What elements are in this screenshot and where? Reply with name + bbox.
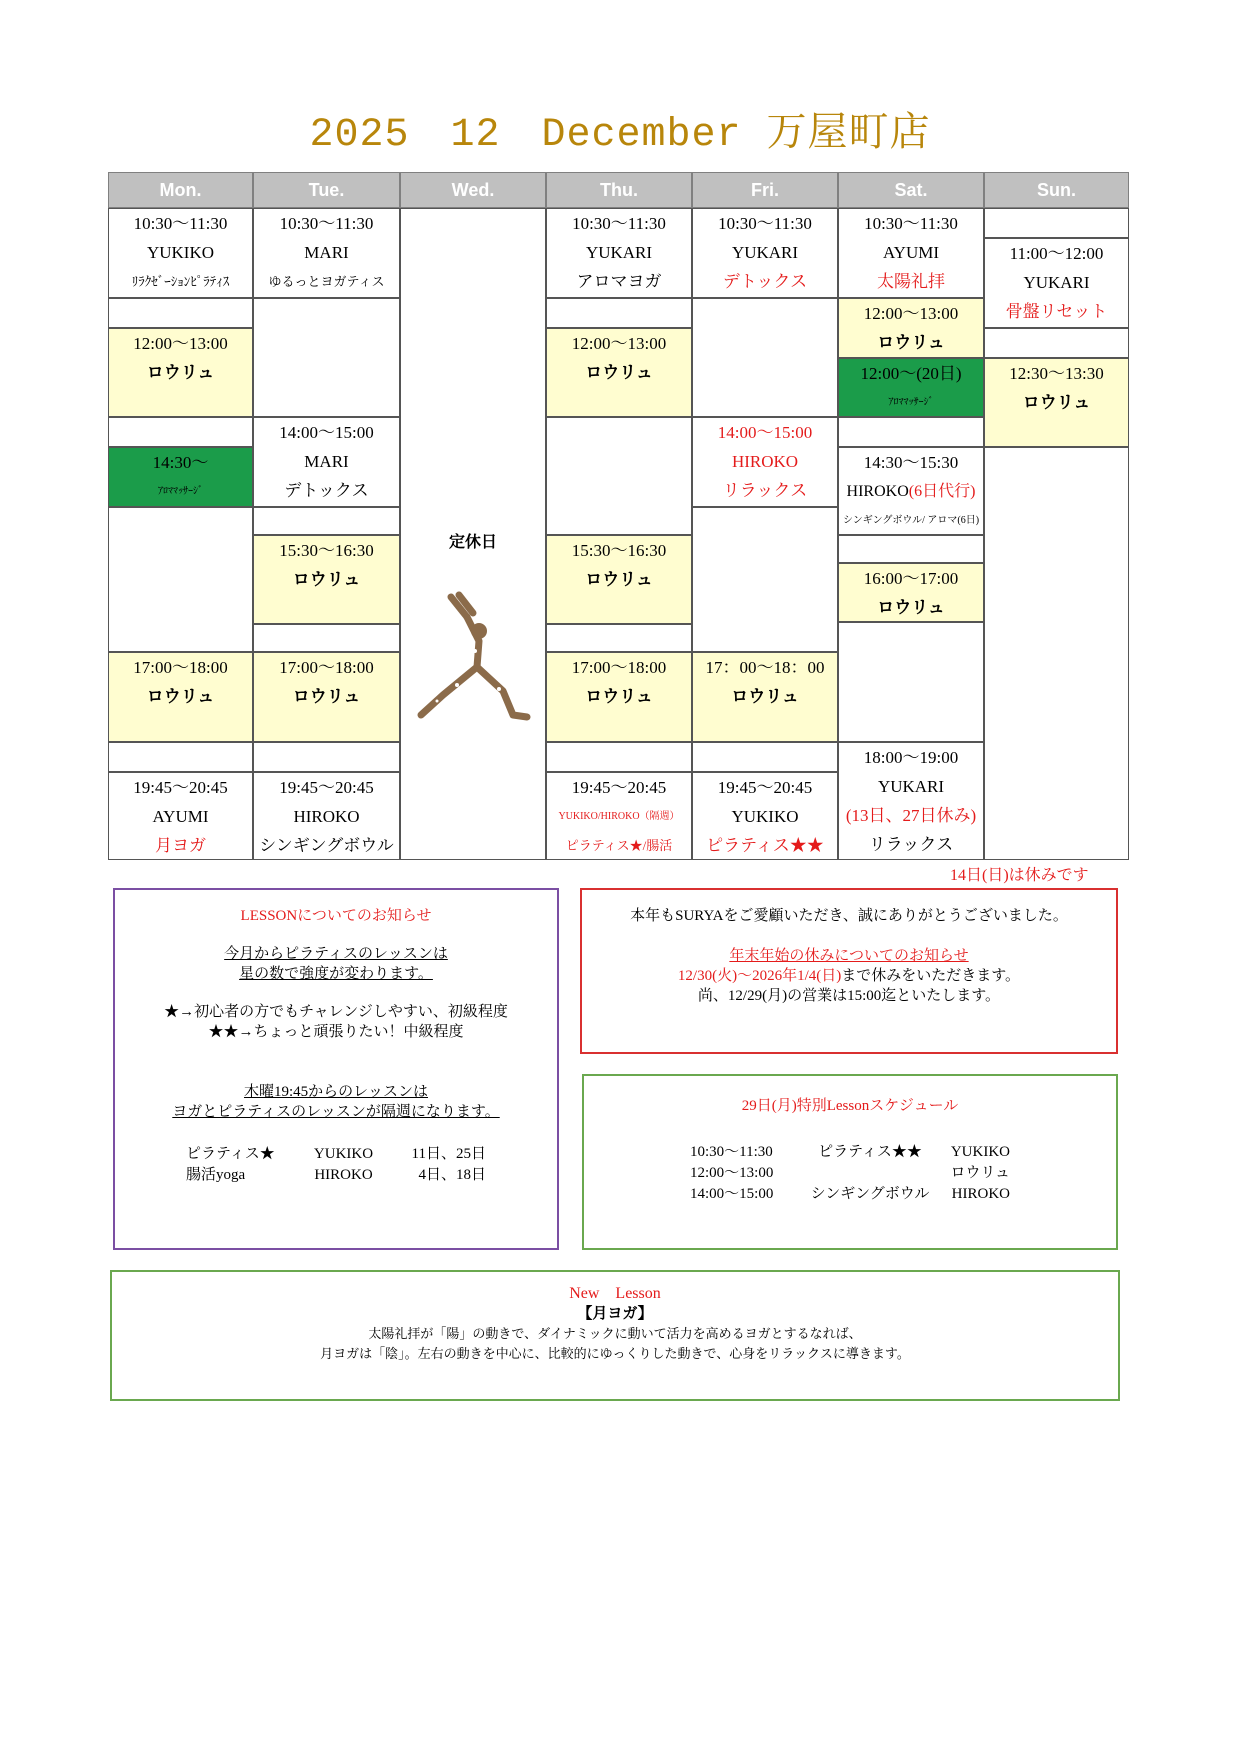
slot-lesson: リラックス (722, 481, 808, 500)
slot-time: 17:00～18:00 (133, 658, 228, 677)
empty-slot (253, 298, 400, 417)
slot-instructor: YUKIKO (146, 243, 215, 262)
fri-slot-1 (692, 208, 838, 298)
lesson-notice-line: 星の数で強度が変わります。 (239, 966, 433, 982)
slot-lesson: デトックス (722, 272, 808, 291)
rotation-dates: 11日、25日 (411, 1146, 486, 1162)
slot-lesson: ロウリュ (292, 570, 361, 589)
slot-lesson: 太陽礼拝 (877, 272, 945, 291)
sat-slot-2 (838, 298, 984, 358)
slot-time: 12:00～13:00 (863, 304, 959, 323)
special-schedule-row (584, 1163, 1116, 1184)
holiday-dates: 12/30(火)～2026年1/4(日) (677, 968, 842, 984)
slot-note: (13日、27日休み) (845, 806, 977, 825)
slot-lesson: リラックス (868, 835, 954, 854)
star-level-1: ★→初心者の方でもチャレンジしやすい、初級程度 (164, 1004, 508, 1020)
slot-lesson: シンギングボウル (259, 836, 394, 855)
slot-instructor: AYUMI (882, 243, 940, 262)
header-mon: Mon. (108, 172, 253, 208)
slot-lesson: 月ヨガ (155, 836, 206, 855)
slot-time: 16:00～17:00 (863, 569, 959, 588)
new-lesson-description: 月ヨガは「陰」。左右の動きを中心に、比較的にゆっくりした動きで、心身をリラックスに導きます。 (320, 1346, 910, 1361)
slot-lesson: ロウリュ (877, 333, 945, 352)
weekly-schedule-table (108, 172, 1129, 860)
sat-slot-3 (838, 358, 984, 417)
slot-time: 12:00～(20日) (860, 364, 962, 383)
empty-slot (546, 624, 692, 652)
slot-lesson: ロウリュ (731, 687, 799, 706)
thu-slot-5 (546, 772, 692, 860)
special-time: 10:30～11:30 (690, 1144, 773, 1160)
lesson-notice-heading: LESSONについてのお知らせ (240, 908, 432, 924)
slot-lesson: ﾘﾗｸｾﾞｰｼｮﾝﾋﾟﾗﾃｨｽ (131, 274, 230, 289)
special-schedule-row (584, 1184, 1116, 1205)
slot-time: 10:30～11:30 (718, 214, 812, 233)
slot-lesson: ロウリュ (146, 687, 215, 706)
slot-time: 15:30～16:30 (571, 541, 667, 560)
holiday-notice-heading: 年末年始の休みについてのお知らせ (729, 948, 969, 964)
tue-slot-4 (253, 652, 400, 742)
instructor-name: HIROKO (846, 483, 909, 500)
mon-slot-5 (108, 772, 253, 860)
slot-instructor: HIROKO (731, 452, 799, 471)
empty-slot (692, 507, 838, 652)
sun-slot-2 (984, 358, 1129, 447)
special-instructor: YUKIKO (950, 1144, 1010, 1160)
header-fri: Fri. (692, 172, 838, 208)
mon-slot-3 (108, 447, 253, 507)
empty-slot (546, 298, 692, 328)
empty-slot (253, 624, 400, 652)
tue-slot-2 (253, 417, 400, 507)
slot-instructor: YUKARI (877, 777, 945, 796)
tue-slot-3 (253, 535, 400, 624)
special-time: 14:00～15:00 (690, 1186, 774, 1202)
empty-slot (108, 742, 253, 772)
slot-time: 17:00～18:00 (571, 658, 667, 677)
empty-slot (838, 417, 984, 447)
special-lesson: ピラティス★★ (818, 1144, 922, 1160)
empty-slot (253, 507, 400, 535)
new-lesson-description: 太陽礼拝が「陽」の動きで、ダイナミックに動いて活力を高めるヨガとするなれば、 (368, 1326, 862, 1341)
empty-slot (692, 298, 838, 417)
slot-time: 10:30～11:30 (572, 214, 666, 233)
slot-instructor: HIROKO (293, 807, 360, 826)
slot-lesson: ロウリュ (585, 687, 653, 706)
special-schedule-box (582, 1074, 1118, 1250)
slot-instructor: YUKIKO/HIROKO（隔週） (558, 811, 680, 822)
new-lesson-heading: New Lesson (569, 1285, 661, 1302)
sat-slot-6 (838, 742, 984, 860)
thanks-message: 本年もSURYAをご愛顧いただき、誠にありがとうございました。 (630, 908, 1068, 924)
fri-slot-4 (692, 772, 838, 860)
tue-slot-5 (253, 772, 400, 860)
slot-instructor: YUKARI (731, 243, 799, 262)
slot-time: 19:45～20:45 (571, 778, 667, 797)
slot-lesson: ピラティス★/腸活 (565, 838, 673, 853)
slot-lesson: シンギングボウル/ アロマ(6日) (842, 515, 980, 526)
empty-slot (546, 417, 692, 535)
header-thu: Thu. (546, 172, 692, 208)
sat-slot-1 (838, 208, 984, 298)
rotation-dates: 4日、18日 (418, 1167, 486, 1183)
special-lesson: シンギングボウル (810, 1186, 930, 1202)
slot-time: 14:30～15:30 (863, 453, 959, 472)
slot-lesson: ｱﾛﾏﾏｯｻｰｼﾞ (158, 486, 203, 497)
slot-time: 12:00～13:00 (133, 334, 228, 353)
empty-slot (838, 622, 984, 742)
slot-lesson: 骨盤リセット (1005, 302, 1108, 321)
slot-time: 10:30～11:30 (864, 214, 958, 233)
rotation-lesson: 腸活yoga (186, 1167, 246, 1183)
slot-time: 10:30～11:30 (133, 214, 228, 233)
holiday-note: 尚、12/29(月)の営業は15:00迄といたします。 (697, 988, 1001, 1004)
rotation-instructor: YUKIKO (313, 1146, 374, 1162)
header-sat: Sat. (838, 172, 984, 208)
fri-slot-2 (692, 417, 838, 507)
slot-time: 19:45～20:45 (133, 778, 228, 797)
slot-lesson: ロウリュ (877, 598, 945, 617)
thu-slot-4 (546, 652, 692, 742)
closed-day-note: 14日(日)は休みです (950, 867, 1089, 884)
slot-instructor (839, 477, 983, 506)
slot-time: 19:45～20:45 (279, 778, 374, 797)
tue-slot-1 (253, 208, 400, 298)
slot-time: 18:00～19:00 (863, 748, 959, 767)
mon-slot-1 (108, 208, 253, 298)
slot-lesson: ロウリュ (585, 570, 653, 589)
slot-lesson: ロウリュ (292, 687, 361, 706)
slot-time: 17：00～18：00 (705, 658, 825, 677)
slot-instructor: MARI (304, 243, 349, 262)
empty-slot (108, 417, 253, 447)
slot-time: 10:30～11:30 (279, 214, 374, 233)
special-schedule-heading: 29日(月)特別Lessonスケジュール (741, 1098, 959, 1114)
new-lesson-name: 【月ヨガ】 (577, 1306, 653, 1322)
thu-slot-2 (546, 328, 692, 417)
slot-lesson: デトックス (284, 481, 369, 500)
header-tue: Tue. (253, 172, 400, 208)
holiday-dates-rest: まで休みをいただきます。 (841, 968, 1021, 984)
slot-instructor: YUKARI (1023, 273, 1090, 292)
slot-instructor: YUKARI (585, 243, 653, 262)
slot-time: 17:00～18:00 (279, 658, 374, 677)
empty-slot (838, 535, 984, 563)
lesson-notice-box (113, 888, 559, 1250)
page-title: 2025 12 December 万屋町店 (309, 113, 931, 158)
slot-time: 14:00～15:00 (279, 423, 374, 442)
thursday-rotation-row (115, 1144, 557, 1165)
slot-lesson: ロウリュ (585, 363, 653, 382)
lesson-notice-line: 今月からピラティスのレッスンは (224, 946, 448, 962)
slot-time: 15:30～16:30 (279, 541, 374, 560)
closed-day-label: 定休日 (448, 534, 497, 551)
rotation-instructor: HIROKO (314, 1167, 373, 1183)
holiday-notice-box (580, 888, 1118, 1054)
special-lesson (800, 1163, 940, 1184)
slot-lesson: ロウリュ (1022, 393, 1091, 412)
sun-slot-1 (984, 238, 1129, 328)
empty-slot (108, 507, 253, 652)
empty-slot (984, 208, 1129, 238)
slot-lesson: ゆるっとヨガティス (268, 274, 385, 289)
empty-slot (546, 742, 692, 772)
substitute-note: (6日代行) (908, 483, 976, 500)
slot-time: 12:00～13:00 (571, 334, 667, 353)
slot-lesson: アロマヨガ (576, 272, 662, 291)
empty-slot (692, 742, 838, 772)
slot-time: 19:45～20:45 (717, 778, 813, 797)
slot-instructor: AYUMI (152, 807, 209, 826)
holiday-period (582, 966, 1116, 986)
mon-slot-4 (108, 652, 253, 742)
sat-slot-5 (838, 563, 984, 622)
thursday-rotation-row (115, 1165, 557, 1186)
slot-lesson: ｱﾛﾏﾏｯｻｰｼﾞ (888, 397, 934, 408)
thu-slot-3 (546, 535, 692, 624)
mon-slot-2 (108, 328, 253, 417)
empty-slot (984, 447, 1129, 860)
slot-time: 12:30～13:30 (1009, 364, 1104, 383)
new-lesson-box (110, 1270, 1120, 1401)
slot-instructor: YUKIKO (731, 807, 799, 826)
special-schedule-row (584, 1142, 1116, 1163)
special-time: 12:00～13:00 (690, 1165, 774, 1181)
empty-slot (253, 742, 400, 772)
lesson-notice-line: 木曜19:45からのレッスンは (243, 1084, 429, 1100)
header-wed: Wed. (400, 172, 546, 208)
header-sun: Sun. (984, 172, 1129, 208)
slot-time: 14:30～ (152, 453, 209, 472)
fri-slot-3 (692, 652, 838, 742)
yoga-warrior-pose-icon (413, 589, 533, 729)
slot-lesson: ロウリュ (146, 363, 215, 382)
slot-time: 11:00～12:00 (1009, 244, 1104, 263)
lesson-notice-line: ヨガとピラティスのレッスンが隔週になります。 (172, 1104, 500, 1120)
star-level-2: ★★→ちょっと頑張りたい！中級程度 (208, 1024, 464, 1040)
special-instructor: ロウリュ (950, 1165, 1010, 1181)
slot-instructor: MARI (304, 452, 349, 471)
slot-lesson: ピラティス★★ (706, 836, 824, 855)
wed-closed-column (400, 208, 546, 860)
rotation-lesson: ピラティス★ (186, 1146, 275, 1162)
empty-slot (984, 328, 1129, 358)
slot-time: 14:00～15:00 (717, 423, 813, 442)
thu-slot-1 (546, 208, 692, 298)
special-instructor: HIROKO (951, 1186, 1010, 1202)
sat-slot-4 (838, 447, 984, 535)
empty-slot (108, 298, 253, 328)
